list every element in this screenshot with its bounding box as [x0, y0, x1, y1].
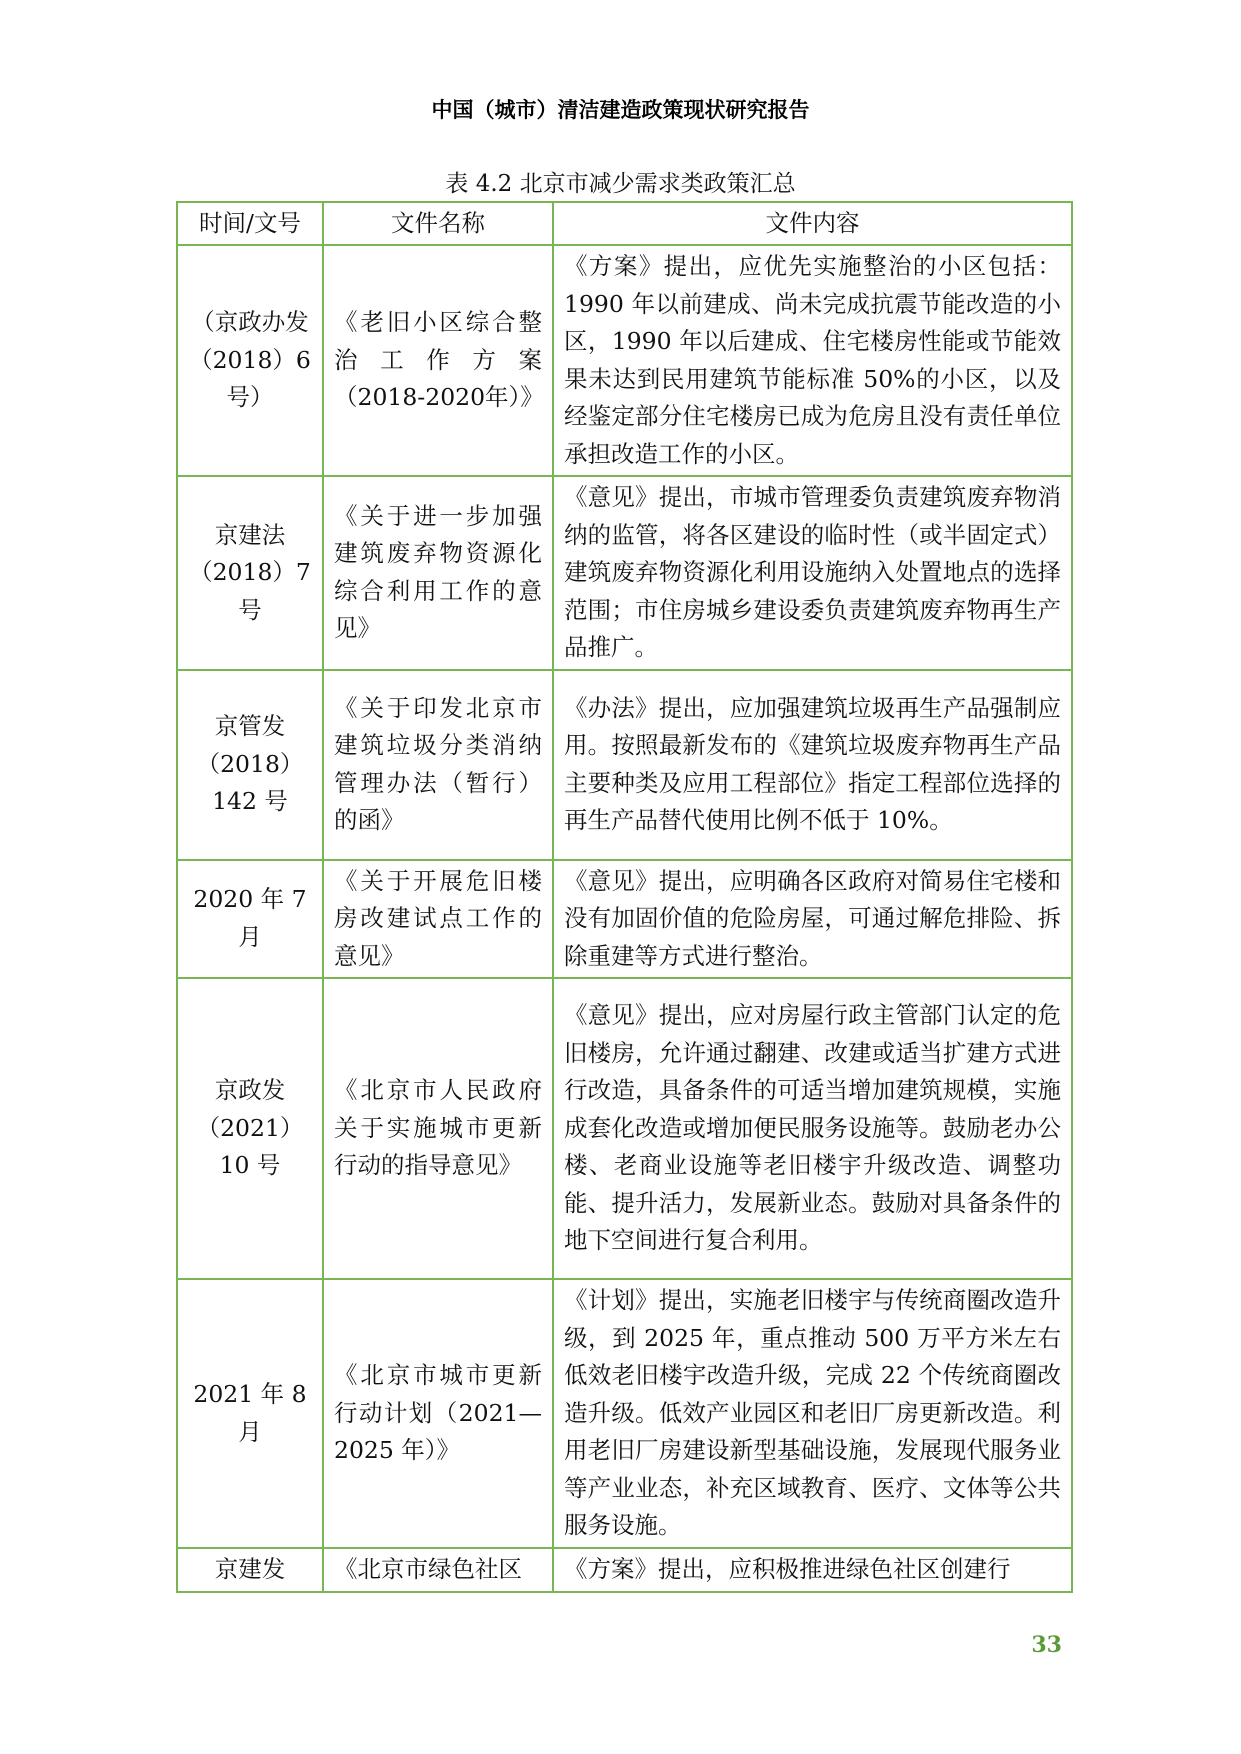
column-header-number: 时间/文号: [177, 202, 323, 245]
cell-name: 《关于印发北京市建筑垃圾分类消纳管理办法（暂行）的函》: [323, 670, 553, 860]
cell-content: 《方案》提出，应积极推进绿色社区创建行: [553, 1548, 1072, 1592]
cell-number: 京管发（2018）142 号: [177, 670, 323, 860]
cell-number: 京建发: [177, 1548, 323, 1592]
cell-content: 《方案》提出，应优先实施整治的小区包括：1990 年以前建成、尚未完成抗震节能改造的小区，1990 年以后建成、住宅楼房性能或节能效果未达到民用建筑节能标准 50%的小区，以及经鉴定部分住宅楼房已成为危房且没有责任单位承担改造工作的小区。: [553, 245, 1072, 476]
cell-number: 京建法（2018）7号: [177, 476, 323, 670]
table-row: [177, 978, 1072, 1279]
cell-name: 《关于开展危旧楼房改建试点工作的意见》: [323, 860, 553, 979]
table-row: [177, 476, 1072, 670]
cell-number: 2020 年 7 月: [177, 860, 323, 979]
table-row: [177, 245, 1072, 476]
table-row: [177, 670, 1072, 860]
cell-content: 《意见》提出，市城市管理委负责建筑废弃物消纳的监管，将各区建设的临时性（或半固定式）建筑废弃物资源化利用设施纳入处置地点的选择范围；市住房城乡建设委负责建筑废弃物再生产品推广。: [553, 476, 1072, 670]
cell-name: 《北京市绿色社区: [323, 1548, 553, 1592]
cell-name: 《北京市城市更新行动计划（2021—2025 年）》: [323, 1279, 553, 1548]
cell-number: （京政办发（2018）6号）: [177, 245, 323, 476]
cell-number: 京政发（2021）10 号: [177, 978, 323, 1279]
table-header-row: [177, 202, 1072, 245]
column-header-name: 文件名称: [323, 202, 553, 245]
table-row: [177, 1548, 1072, 1592]
cell-name: 《关于进一步加强建筑废弃物资源化综合利用工作的意见》: [323, 476, 553, 670]
cell-content: 《办法》提出，应加强建筑垃圾再生产品强制应用。按照最新发布的《建筑垃圾废弃物再生产品主要种类及应用工程部位》指定工程部位选择的再生产品替代使用比例不低于 10%。: [553, 670, 1072, 860]
policy-table: [176, 201, 1073, 1593]
table-row: [177, 860, 1072, 979]
cell-content: 《计划》提出，实施老旧楼宇与传统商圈改造升级，到 2025 年，重点推动 500 万平方米左右低效老旧楼宇改造升级，完成 22 个传统商圈改造升级。低效产业园区和老旧厂房更新改造。利用老旧厂房建设新型基础设施，发展现代服务业等产业业态，补充区域教育、医疗、文体等公共服务设施。: [553, 1279, 1072, 1548]
cell-number: 2021 年 8 月: [177, 1279, 323, 1548]
cell-name: 《老旧小区综合整治工作方案（2018-2020年）》: [323, 245, 553, 476]
page-header: 中国（城市）清洁建造政策现状研究报告: [431, 98, 810, 122]
cell-content: 《意见》提出，应明确各区政府对简易住宅楼和没有加固价值的危险房屋，可通过解危排险、拆除重建等方式进行整治。: [553, 860, 1072, 979]
column-header-content: 文件内容: [553, 202, 1072, 245]
page-number: 33: [1031, 1632, 1062, 1658]
table-row: [177, 1279, 1072, 1548]
table-caption: 表 4.2 北京市减少需求类政策汇总: [445, 171, 796, 197]
cell-content: 《意见》提出，应对房屋行政主管部门认定的危旧楼房，允许通过翻建、改建或适当扩建方式进行改造，具备条件的可适当增加建筑规模，实施成套化改造或增加便民服务设施等。鼓励老办公楼、老商业设施等老旧楼宇升级改造、调整功能、提升活力，发展新业态。鼓励对具备条件的地下空间进行复合利用。: [553, 978, 1072, 1279]
cell-name: 《北京市人民政府关于实施城市更新行动的指导意见》: [323, 978, 553, 1279]
